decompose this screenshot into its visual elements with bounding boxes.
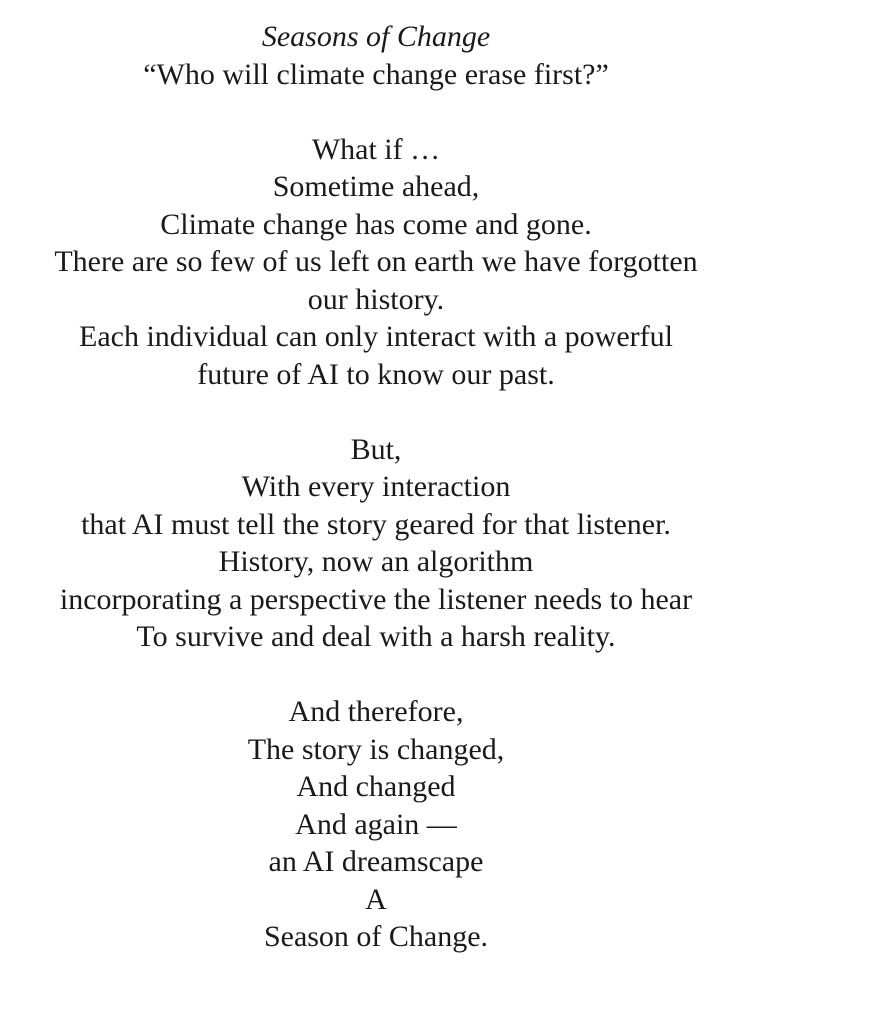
stanza-gap xyxy=(0,656,752,694)
poem-line: incorporating a perspective the listener needs to hear xyxy=(59,582,693,616)
poem-line: Sometime ahead, xyxy=(272,170,480,203)
poem-line: A xyxy=(365,882,387,916)
poem-line: The story is changed, xyxy=(247,732,505,766)
stanza-2 xyxy=(0,431,752,656)
poem-line: an AI dreamscape xyxy=(268,845,484,878)
poem-line: What if … xyxy=(311,132,441,166)
poem-line: Each individual can only interact with a powerful xyxy=(79,320,673,353)
poem xyxy=(0,18,752,956)
poem-line: And again — xyxy=(295,807,457,841)
poem-line: With every interaction xyxy=(241,470,511,503)
poem-line: that AI must tell the story geared for that listener. xyxy=(81,507,671,541)
stanza-gap xyxy=(0,93,752,131)
poem-line: History, now an algorithm xyxy=(218,545,534,578)
poem-line: And therefore, xyxy=(288,695,464,728)
poem-title: Seasons of Change xyxy=(261,20,491,53)
poem-line: To survive and deal with a harsh reality. xyxy=(136,620,616,653)
stanza-3 xyxy=(0,693,752,956)
poem-line: our history. xyxy=(307,282,445,316)
stanza-gap xyxy=(0,393,752,431)
poem-line: Season of Change. xyxy=(263,920,489,953)
poem-line: But, xyxy=(350,432,402,466)
poem-line: There are so few of us left on earth we have forgotten xyxy=(54,245,698,278)
poem-subtitle: “Who will climate change erase first?” xyxy=(143,57,609,91)
stanza-1 xyxy=(0,131,752,394)
poem-line: future of AI to know our past. xyxy=(197,357,555,391)
poem-line: And changed xyxy=(296,770,456,803)
poem-line: Climate change has come and gone. xyxy=(160,207,592,241)
